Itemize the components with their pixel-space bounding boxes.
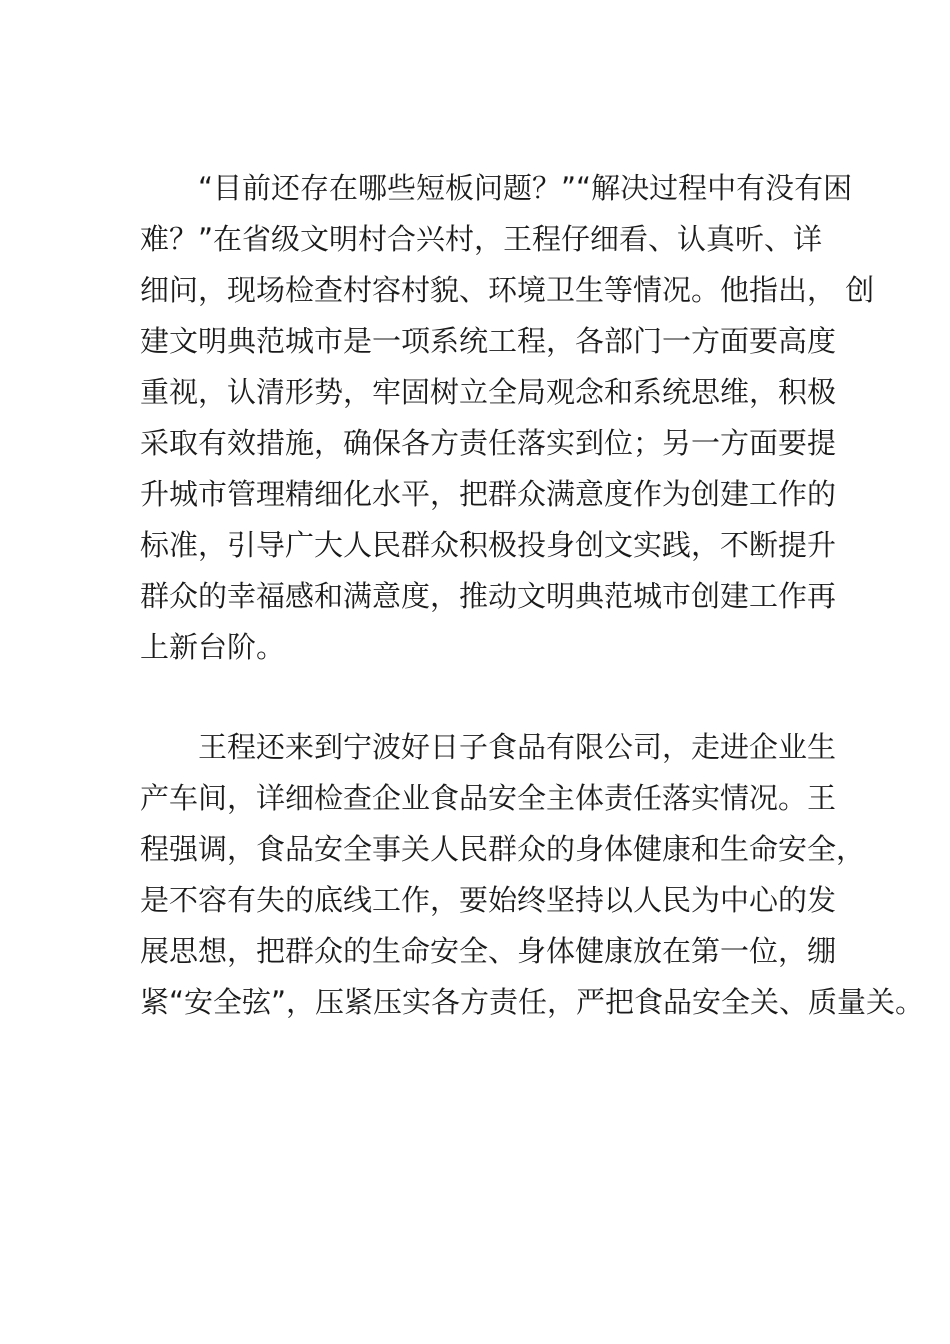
paragraph-line: 王程还来到宁波好日子食品有限公司，走进企业生 xyxy=(198,730,837,764)
paragraph-line: 上新台阶。 xyxy=(140,630,286,664)
paragraph-line: 难？”在省级文明村合兴村，王程仔细看、认真听、详 xyxy=(140,222,823,256)
paragraph-line: 升城市管理精细化水平，把群众满意度作为创建工作的 xyxy=(140,477,837,511)
paragraph-line: “目前还存在哪些短板问题？”“解决过程中有没有困 xyxy=(198,171,853,205)
paragraph-line: 是不容有失的底线工作，要始终坚持以人民为中心的发 xyxy=(140,883,837,917)
paragraph-line: 产车间，详细检查企业食品安全主体责任落实情况。王 xyxy=(140,781,837,815)
paragraph-line: 采取有效措施，确保各方责任落实到位；另一方面要提 xyxy=(140,426,837,460)
paragraph-1 xyxy=(140,163,875,673)
paragraph-line: 程强调，食品安全事关人民群众的身体健康和生命安全， xyxy=(140,832,866,866)
paragraph-2 xyxy=(140,722,925,1028)
paragraph-line: 标准，引导广大人民群众积极投身创文实践，不断提升 xyxy=(140,528,837,562)
paragraph-line: 群众的幸福感和满意度，推动文明典范城市创建工作再 xyxy=(140,579,837,613)
paragraph-line: 紧“安全弦”，压紧压实各方责任，严把食品安全关、质量关。 xyxy=(140,985,925,1019)
paragraph-line: 重视，认清形势，牢固树立全局观念和系统思维，积极 xyxy=(140,375,837,409)
paragraph-line: 细问，现场检查村容村貌、环境卫生等情况。他指出， 创 xyxy=(140,273,875,307)
paragraph-line: 展思想，把群众的生命安全、身体健康放在第一位，绷 xyxy=(140,934,837,968)
paragraph-line: 建文明典范城市是一项系统工程，各部门一方面要高度 xyxy=(140,324,837,358)
